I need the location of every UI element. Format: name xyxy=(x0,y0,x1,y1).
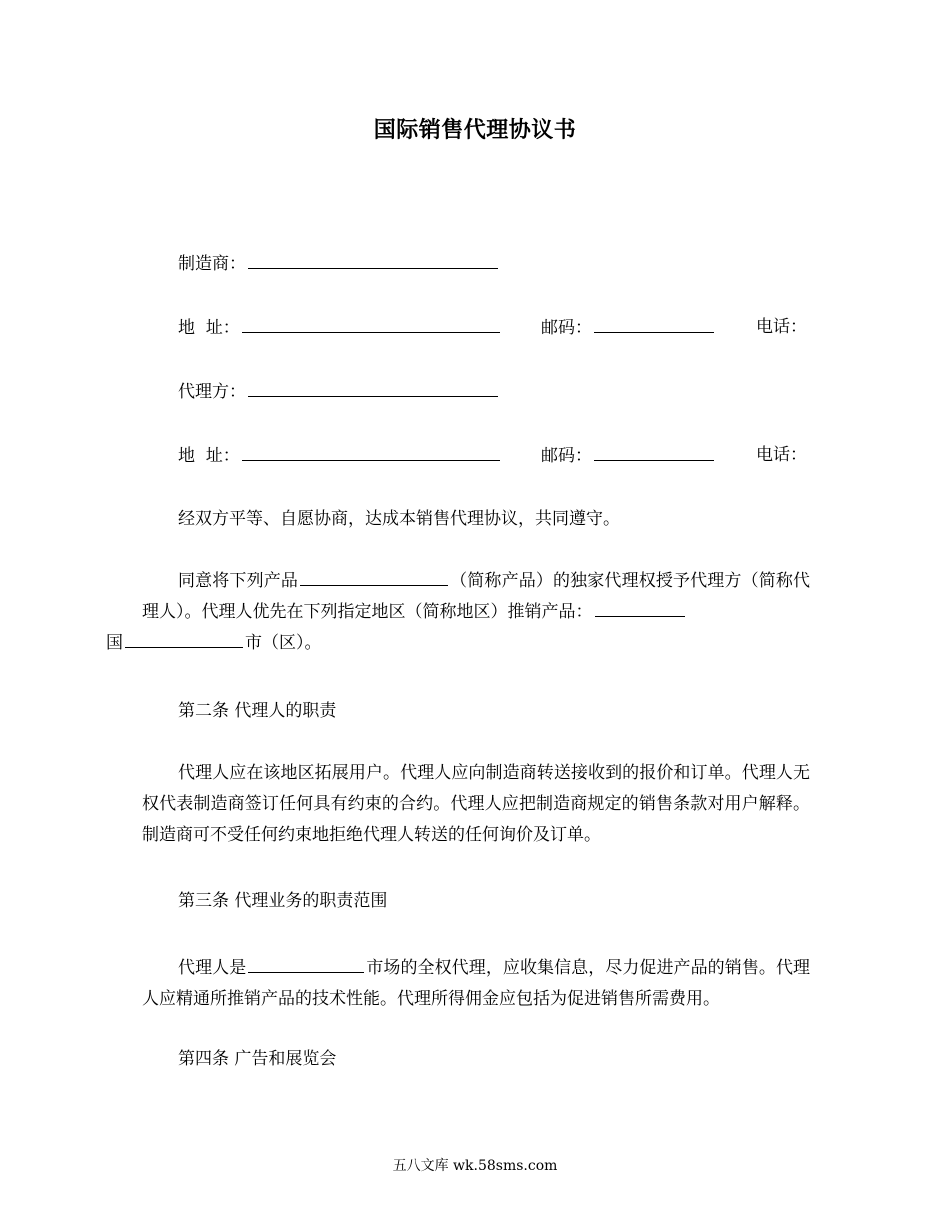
manufacturer-blank xyxy=(248,252,498,269)
city-blank xyxy=(125,631,243,648)
postcode-blank xyxy=(594,444,714,461)
agent-blank xyxy=(248,380,498,397)
clause2-heading: 第二条 代理人的职责 xyxy=(178,701,337,721)
document-title: 国际销售代理协议书 xyxy=(373,117,577,143)
phone-label: 电话： xyxy=(756,445,807,465)
clause2-paragraph: 代理人应在该地区拓展用户。代理人应向制造商转送接收到的报价和订单。代理人无权代表制造商签订任何具有约束的合约。代理人应把制造商规定的销售条款对用户解释。制造商可不受任何约束地拒绝代理人转送的任何询价及订单。 xyxy=(142,763,810,845)
clause1-part2: （简称产品）的独家代理权授予代理方（简称代理人）。代理人优先在下列指定地区（简称地区）推销产品： xyxy=(142,571,810,622)
postcode-label: 邮码： xyxy=(541,446,592,466)
clause1-part1: 同意将下列产品 xyxy=(178,571,298,591)
footer-watermark: 五八文库 wk.58sms.com xyxy=(392,1158,558,1174)
clause3-part1: 代理人是 xyxy=(178,958,247,978)
postcode-label: 邮码： xyxy=(541,318,592,338)
manufacturer-address-row xyxy=(178,316,502,339)
address-label: 地 址： xyxy=(178,318,240,338)
clause3-paragraph xyxy=(142,953,810,1015)
market-blank xyxy=(248,956,364,973)
clause4-heading: 第四条 广告和展览会 xyxy=(178,1049,337,1069)
postcode-group xyxy=(541,316,716,339)
agent-row xyxy=(178,380,500,403)
manufacturer-row xyxy=(178,252,500,275)
product-blank xyxy=(300,569,448,586)
clause1-part4: 市（区）。 xyxy=(245,633,322,653)
address-blank xyxy=(242,444,500,461)
clause1-part3: 国 xyxy=(106,633,123,653)
agent-address-row xyxy=(178,444,502,467)
postcode-blank xyxy=(594,316,714,333)
manufacturer-label: 制造商： xyxy=(178,254,246,274)
intro-text: 经双方平等、自愿协商，达成本销售代理协议，共同遵守。 xyxy=(178,509,620,529)
clause3-heading: 第三条 代理业务的职责范围 xyxy=(178,891,388,911)
clause1-paragraph xyxy=(106,566,810,659)
phone-label: 电话： xyxy=(756,317,807,337)
address-label: 地 址： xyxy=(178,446,240,466)
address-blank xyxy=(242,316,500,333)
agent-label: 代理方： xyxy=(178,382,246,402)
clause3-part2: 市场的全权代理，应收集信息，尽力促进产品的销售。代理人应精通所推销产品的技术性能。代理所得佣金应包括为促进销售所需费用。 xyxy=(142,958,811,1009)
country-blank xyxy=(595,600,685,617)
postcode-group xyxy=(541,444,716,467)
